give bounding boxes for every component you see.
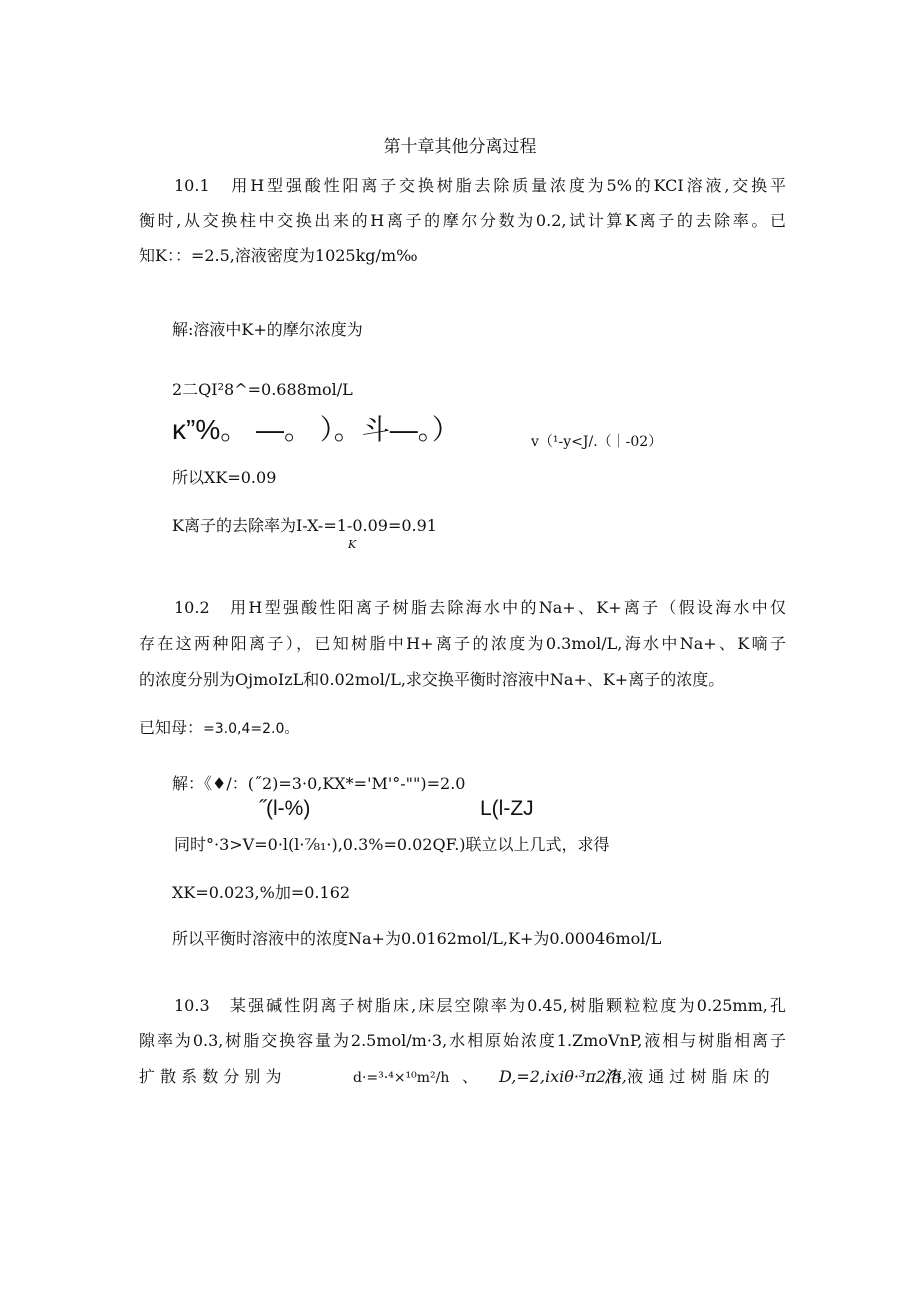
problem-10-3-line-3c: 、 — [462, 1067, 479, 1086]
result-10-1-xk: 所以XK=0.09 — [172, 468, 277, 487]
problem-10-3-line-3a: 扩 散 系 数 分 别 为 — [139, 1067, 282, 1086]
result-10-2-fractions: XK=0.023,%加=0.162 — [172, 883, 351, 902]
result-10-1-removal-rate: K离子的去除率为I-X-=1-0.09=0.91 — [172, 516, 437, 535]
problem-10-3-line-3b: d·=³·⁴×¹⁰m²∕h — [353, 1070, 450, 1086]
result-10-2-concentrations: 所以平衡时溶液中的浓度Na+为0.0162mol∕L,K+为0.00046mol/L — [172, 929, 662, 948]
solution-10-2-equation: 解：《♦/：(˝2)=3·0,KX*='M'°-"")=2.0 — [172, 774, 466, 793]
problem-10-3-line-1: 10.3 某强碱性阴离子树脂床,床层空隙率为0.45,树脂颗粒粒度为0.25mm,孔 — [174, 996, 786, 1015]
equation-10-1-fraction: κ”%。 —。 ）。斗—。） — [172, 414, 460, 445]
problem-10-1-line-2: 衡时,从交换柱中交换出来的H离子的摩尔分数为0.2,试计算K离子的去除率。已 — [139, 211, 786, 230]
solution-10-2-simultaneous: 同时°·3>V=0·l(l·⅞₁·),0.3%=0.02QF.)联立以上几式，求得 — [174, 835, 610, 854]
page-title: 第十章其他分离过程 — [383, 137, 537, 157]
solution-10-2-denominator-left: ˝(l-%) — [259, 797, 311, 820]
problem-10-2-line-1: 10.2 用H型强酸性阳离子树脂去除海水中的Na+、K+离子（假设海水中仅 — [174, 598, 786, 617]
solution-10-1-intro: 解:溶液中K+的摩尔浓度为 — [172, 320, 363, 339]
problem-10-1-line-1: 10.1 用H型强酸性阳离子交换树脂去除质量浓度为5%的KCI溶液,交换平 — [174, 176, 786, 195]
problem-10-3-line-3d: D,=2,ixiθ·³π2∕h, — [499, 1067, 627, 1086]
problem-10-2-line-3: 的浓度分别为OjmoIzL和0.02mol∕L,求交换平衡时溶液中Na+、K+离子的浓度。 — [139, 670, 725, 689]
problem-10-2-line-2: 存在这两种阳离子），已知树脂中H+离子的浓度为0.3mol∕L,海水中Na+、K嘀子 — [139, 634, 786, 653]
problem-10-3-line-2: 隙率为0.3,树脂交换容量为2.5mol∕m·3,水相原始浓度1.ZmoVnP,液相与树脂相离子 — [139, 1031, 786, 1050]
solution-10-2-denominator-right: L(l-ZJ — [480, 797, 534, 820]
result-10-1-subscript: K — [348, 538, 357, 551]
given-values: =3.0,4=2.0。 — [203, 721, 299, 737]
equation-10-1-fraction-right: v（¹-y<J/.（｜-02） — [531, 434, 663, 450]
problem-10-2-given — [139, 718, 298, 739]
equation-10-1-concentration: 2二QI²8^=0.688mol∕L — [172, 380, 353, 399]
given-label: 已知母： — [139, 718, 204, 737]
problem-10-1-line-3: 知K：：=2.5,溶液密度为1025kg∕m‰ — [139, 246, 418, 265]
problem-10-3-line-3e: 溶 液 通 过 树 脂 床 的 — [606, 1067, 770, 1086]
